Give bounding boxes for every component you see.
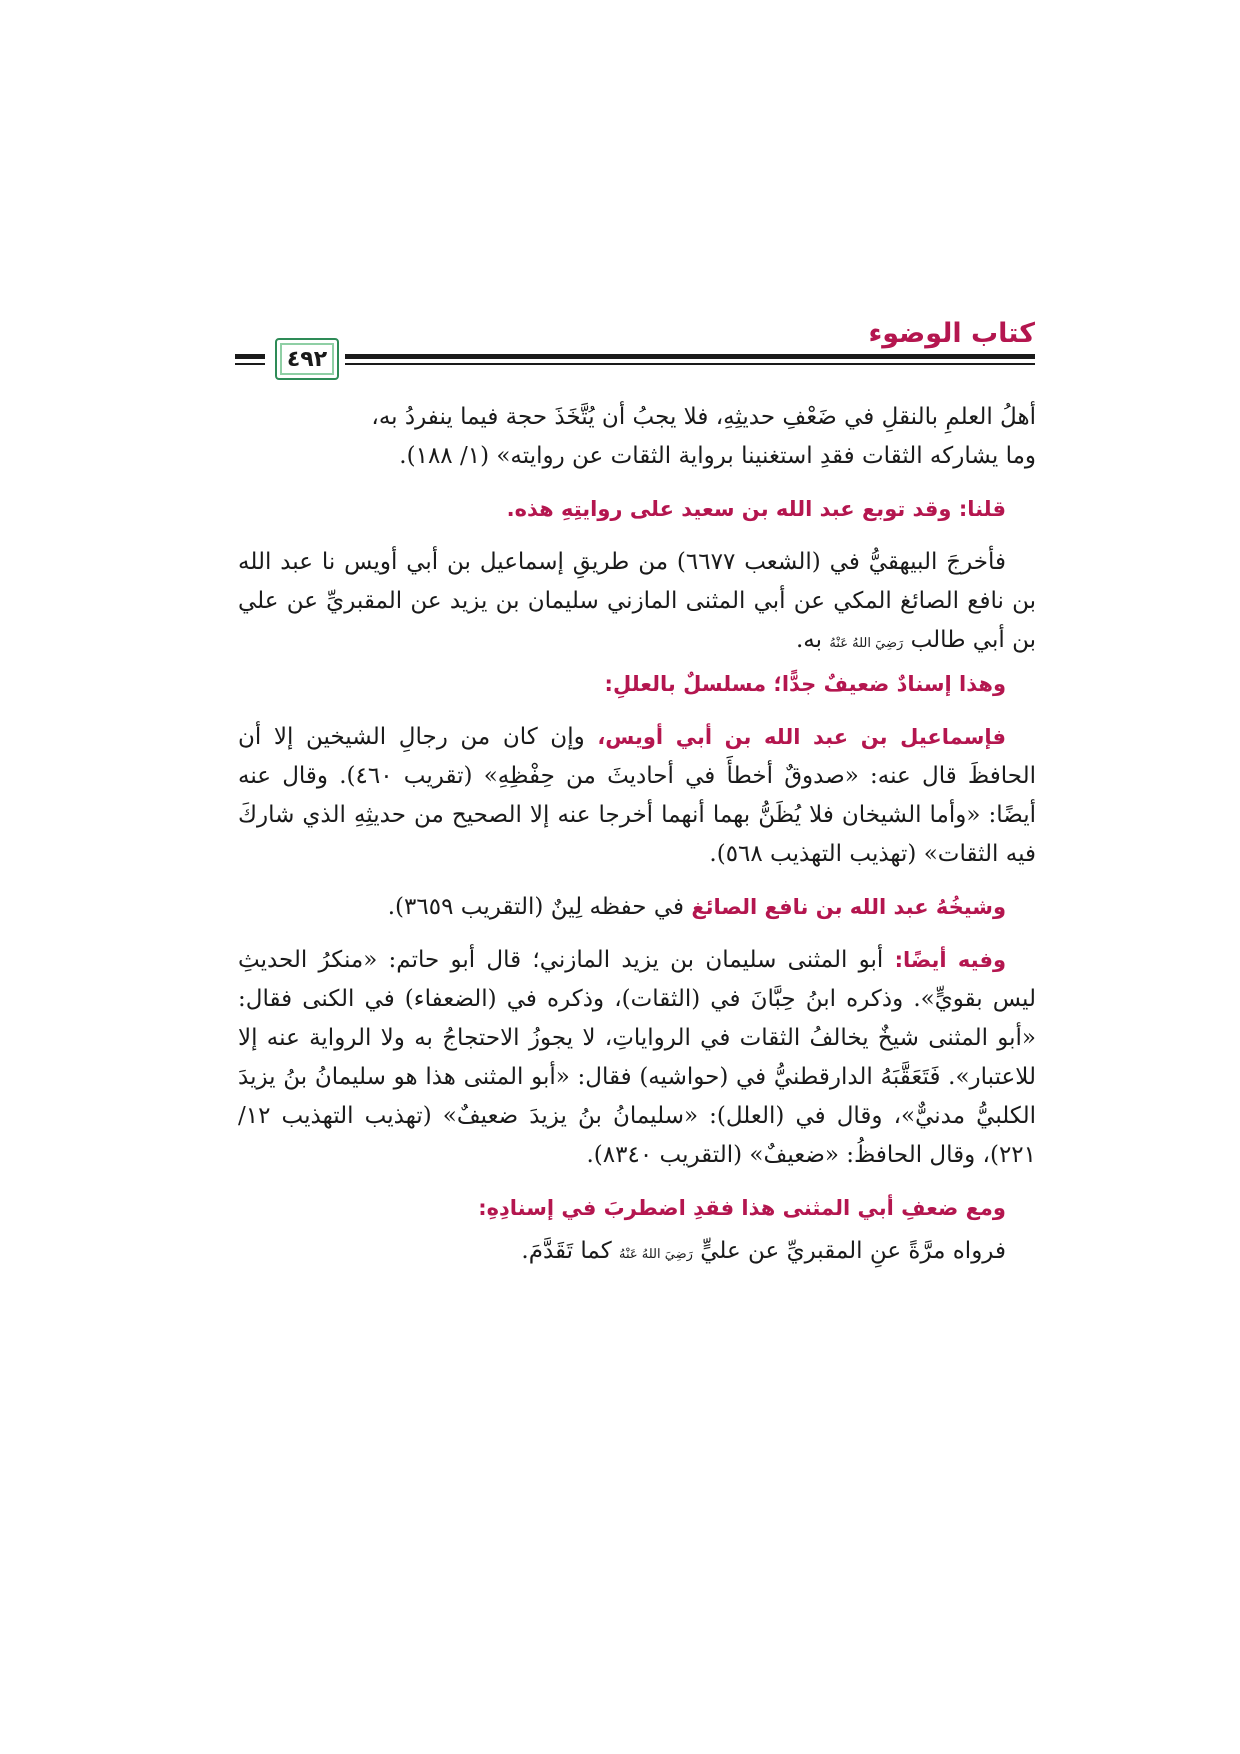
narrator-ismail: فإسماعيل بن عبد الله بن أبي أويس، [597,725,1006,749]
header-rule-thick [235,354,1035,359]
paragraph-continuation [238,398,1036,476]
p5-text: أبو المثنى سليمان بن يزيد المازني؛ قال أبو حاتم: «منكرُ الحديثِ ليس بقويٍّ». وذكره ابنُ حِبَّانَ في (الثقات)، وذكره في (الضعفاء) في الكنى فقال: «أبو المثنى شيخٌ يخالفُ الثقات في الرواياتِ، لا يجوزُ الاحتجاجُ به ولا الرواية عنه إلا للاعتبار». فَتَعَقَّبَهُ الدارقطنيُّ في (حواشيه) فقال: «أبو المثنى هذا هو سليمانُ بنُ يزيدَ الكلبيُّ مدنيٌّ»، وقال في (العلل): «سليمانُ بنُ يزيدَ ضعيفٌ» (تهذيب التهذيب ١٢/ ٢٢١)، وقال الحافظُ: «ضعيفٌ» (التقريب ٨٣٤٠). [238,947,1036,1168]
paragraph-ismail [238,718,1036,874]
page-number-badge [275,338,339,380]
header-rule-thin [235,363,1035,365]
page-number: ٤٩٢ [286,346,328,372]
honorific-glyph-2: رَضِيَ اللهُ عَنْهُ [618,1247,693,1262]
honorific-glyph: رَضِيَ اللهُ عَنْهُ [829,636,904,651]
heading-text: وقد توبع عبد الله بن سعيد على روايتِهِ هذه. [506,497,952,521]
p1-line-2: وما يشاركه الثقات فقدِ استغنينا برواية الثقات عن روايته» (١/ ١٨٨). [399,443,1036,469]
p6-tail: كما تَقَدَّمَ. [521,1238,612,1264]
p6-text: فرواه مرَّةً عنِ المقبريِّ عن عليٍّ [700,1238,1006,1264]
p1-line-1: أهلُ العلمِ بالنقلِ في ضَعْفِ حديثِهِ، فلا يجبُ أن يُتَّخَذَ حجة فيما ينفردُ به، [371,404,1036,430]
paragraph-shaykh [238,888,1036,927]
p2-text: فأخرجَ البيهقيُّ في (الشعب ٦٦٧٧) من طريقِ إسماعيل بن أبي أويس نا عبد الله بن نافع الصائغ المكي عن أبي المثنى المازني سليمان بن يزيد عن المقبريِّ عن علي بن أبي طالب [238,549,1036,653]
heading-lead-label: قلنا: [958,497,1006,521]
book-title: كتاب الوضوء [868,318,1035,349]
narrator-abdullah: وشيخُهُ عبد الله بن نافع الصائغ [691,895,1006,919]
also-label: وفيه أيضًا: [894,948,1006,972]
heading-weak-chain: وهذا إسنادٌ ضعيفٌ جدًّا؛ مسلسلٌ بالعللِ: [604,672,1006,696]
page-body [238,398,1036,1274]
p2-tail: به. [796,627,823,653]
p3-text: وإن كان من رجالِ الشيخين إلا أن الحافظَ قال عنه: «صدوقٌ أخطأَ في أحاديثَ من حِفْظِهِ» (تقريب ٤٦٠). وقال عنه أيضًا: «وأما الشيخان فلا يُظَنُّ بهما أنهما أخرجا عنه إلا الصحيح من حديثِهِ الذي شاركَ فيه الثقات» (تهذيب التهذيب ٥٦٨). [238,724,1036,867]
heading-idtirab: ومع ضعفِ أبي المثنى هذا فقدِ اضطربَ في إسنادِهِ: [478,1196,1006,1220]
heading-followup [238,490,1036,529]
paragraph-final [238,1232,1036,1274]
p4-text: في حفظه لِينٌ (التقريب ٣٦٥٩). [387,894,684,920]
page-header [235,318,1035,388]
paragraph-abu-muthanna [238,941,1036,1175]
paragraph-bayhaqi [238,543,1036,663]
